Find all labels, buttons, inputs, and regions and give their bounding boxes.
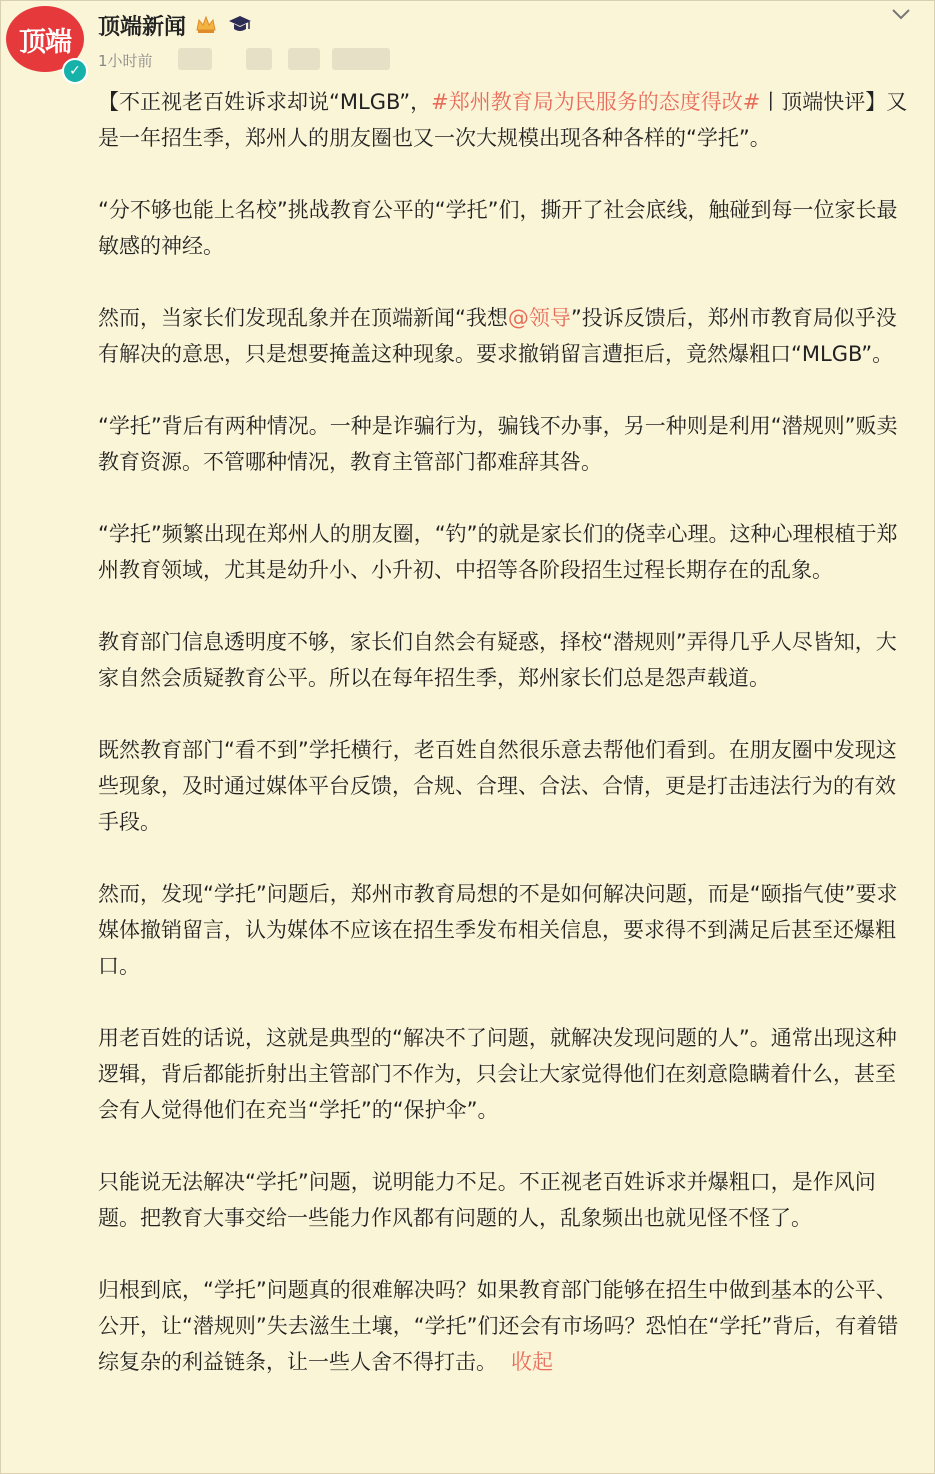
blurred-info bbox=[332, 48, 390, 70]
graduation-cap-icon bbox=[228, 14, 252, 34]
paragraph bbox=[98, 1272, 910, 1380]
blurred-info bbox=[246, 48, 272, 70]
text-span: ”投诉反馈后，郑州市教育局似乎没有解决的意思，只是想要掩盖这种现象。要求撤销留言遭拒后，竟然爆粗口“MLGB”。 bbox=[98, 306, 897, 366]
paragraph: 只能说无法解决“学托”问题，说明能力不足。不正视老百姓诉求并爆粗口，是作风问题。把教育大事交给一些能力作风都有问题的人，乱象频出也就见怪不怪了。 bbox=[98, 1170, 876, 1230]
blurred-info bbox=[178, 48, 212, 70]
chevron-down-icon[interactable] bbox=[889, 6, 913, 22]
paragraph: “学托”频繁出现在郑州人的朋友圈，“钓”的就是家长们的侥幸心理。这种心理根植于郑州教育领域，尤其是幼升小、小升初、中招等各阶段招生过程长期存在的乱象。 bbox=[98, 522, 898, 582]
paragraph: 然而，发现“学托”问题后，郑州市教育局想的不是如何解决问题，而是“颐指气使”要求媒体撤销留言，认为媒体不应该在招生季发布相关信息，要求得不到满足后甚至还爆粗口。 bbox=[98, 882, 898, 978]
crown-icon bbox=[195, 14, 217, 34]
mention-link[interactable]: @领导 bbox=[507, 306, 571, 330]
avatar-text: 顶端 bbox=[19, 26, 71, 58]
paragraph: “学托”背后有两种情况。一种是诈骗行为，骗钱不办事，另一种则是利用“潜规则”贩卖教育资源。不管哪种情况，教育主管部门都难辞其咎。 bbox=[98, 414, 898, 474]
blurred-info bbox=[288, 48, 320, 70]
verified-check-icon: ✓ bbox=[62, 58, 88, 84]
post-time: 1小时前 bbox=[98, 52, 153, 70]
text-span: 【不正视老百姓诉求却说“MLGB”， bbox=[98, 90, 432, 114]
text-span: 归根到底，“学托”问题真的很难解决吗？如果教育部门能够在招生中做到基本的公平、公开，让“潜规则”失去滋生土壤，“学托”们还会有市场吗？恐怕在“学托”背后，有着错综复杂的利益链条，让一些人舍不得打击。 bbox=[98, 1278, 899, 1374]
paragraph: 教育部门信息透明度不够，家长们自然会有疑惑，择校“潜规则”弄得几乎人尽皆知，大家自然会质疑教育公平。所以在每年招生季，郑州家长们总是怨声载道。 bbox=[98, 630, 897, 690]
text-span: 然而，当家长们发现乱象并在顶端新闻“我想 bbox=[98, 306, 508, 330]
hashtag-link[interactable]: #郑州教育局为民服务的态度得改# bbox=[431, 90, 761, 114]
post-body bbox=[98, 84, 910, 1416]
account-name[interactable]: 顶端新闻 bbox=[98, 15, 187, 40]
paragraph: “分不够也能上名校”挑战教育公平的“学托”们，撕开了社会底线，触碰到每一位家长最敏感的神经。 bbox=[98, 198, 898, 258]
paragraph bbox=[98, 84, 910, 156]
paragraph: 既然教育部门“看不到”学托横行，老百姓自然很乐意去帮他们看到。在朋友圈中发现这些现象，及时通过媒体平台反馈，合规、合理、合法、合情，更是打击违法行为的有效手段。 bbox=[98, 738, 897, 834]
collapse-link[interactable]: 收起 bbox=[511, 1350, 553, 1374]
paragraph bbox=[98, 300, 910, 372]
post-header bbox=[0, 0, 935, 90]
paragraph: 用老百姓的话说，这就是典型的“解决不了问题，就解决发现问题的人”。通常出现这种逻辑，背后都能折射出主管部门不作为，只会让大家觉得他们在刻意隐瞒着什么，甚至会有人觉得他们在充当“学托”的“保护伞”。 bbox=[98, 1026, 897, 1122]
text-span: 丨顶端快评】又是一年招生季，郑州人的朋友圈也又一次大规模出现各种各样的“学托”。 bbox=[98, 90, 908, 150]
